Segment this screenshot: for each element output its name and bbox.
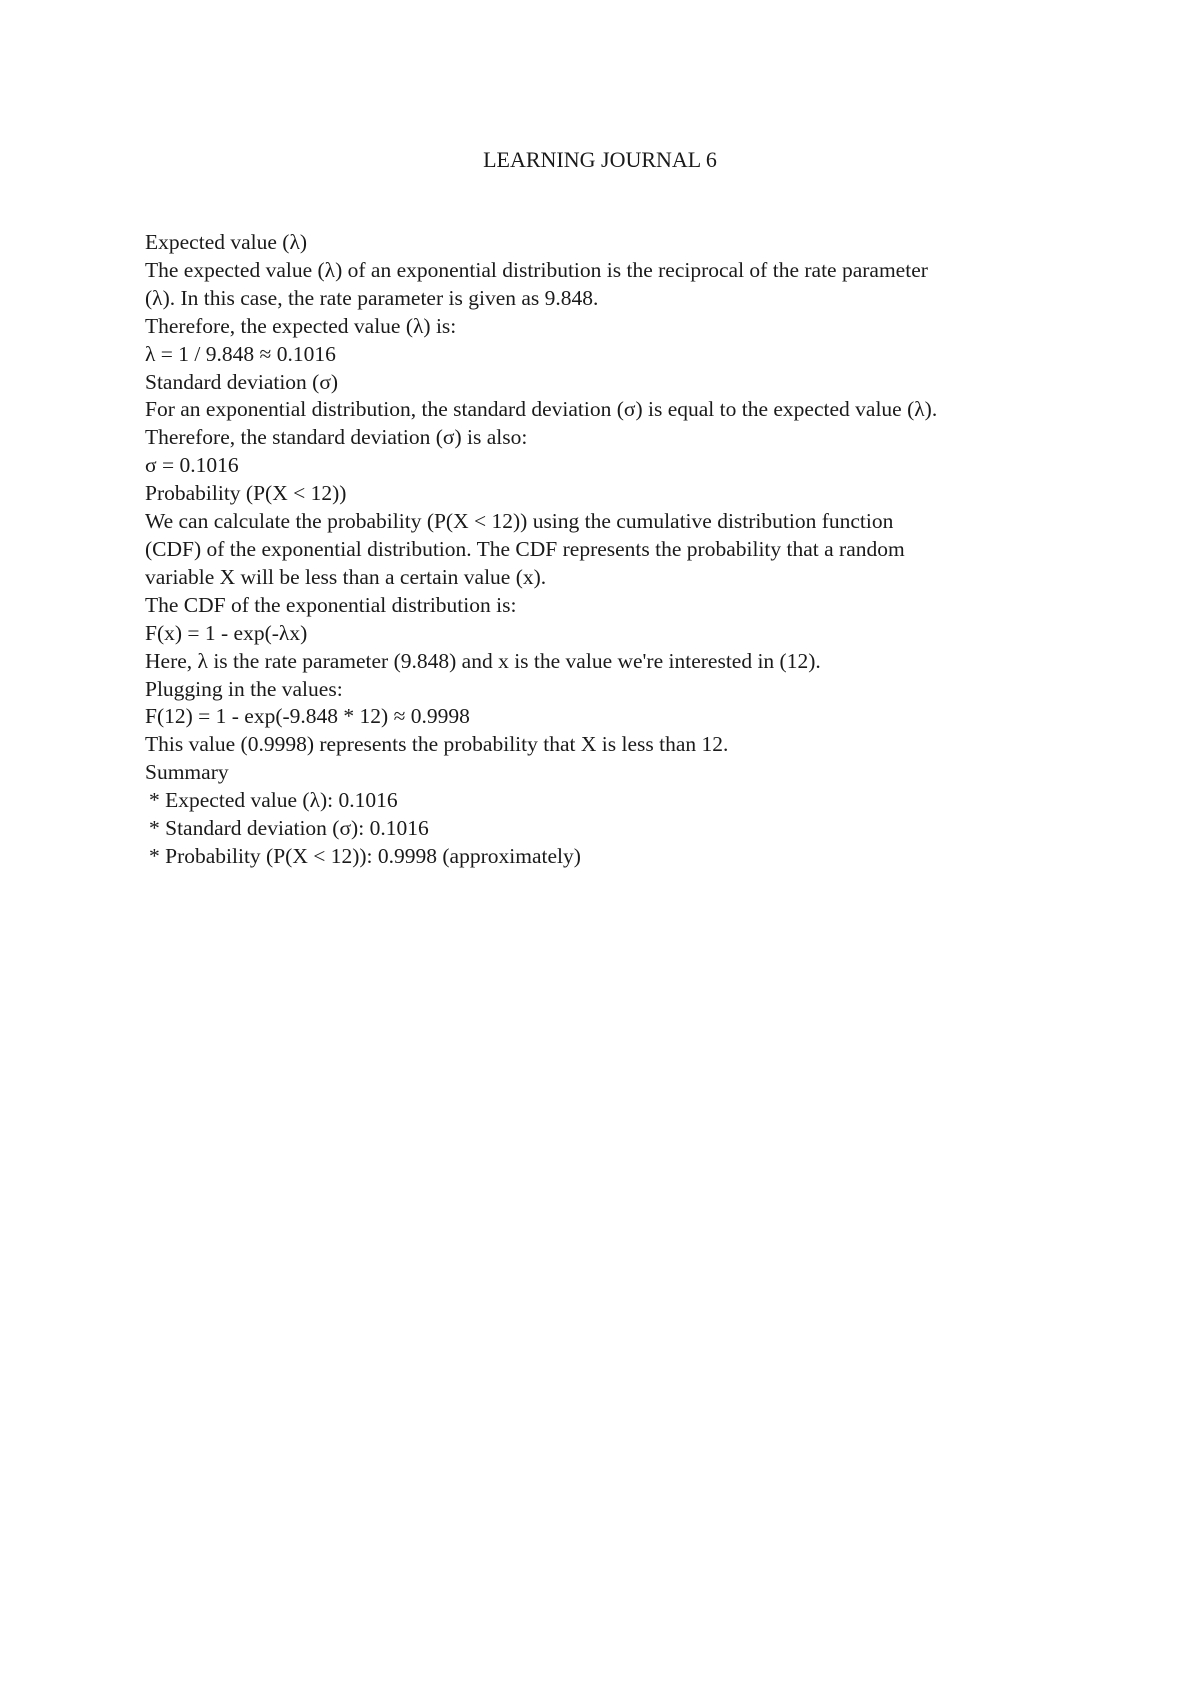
document-body [145,229,1065,871]
heading-standard-deviation: Standard deviation (σ) [145,369,339,394]
formula-cdf: F(x) = 1 - exp(-λx) [145,620,308,645]
summary-item-expected-value: * Expected value (λ): 0.1016 [149,788,398,813]
paragraph-line: For an exponential distribution, the standard deviation (σ) is equal to the expected value (λ). [145,397,938,422]
paragraph-line: Therefore, the standard deviation (σ) is also: [145,425,528,450]
heading-expected-value: Expected value (λ) [145,230,308,254]
paragraph-line: Therefore, the expected value (λ) is: [145,313,457,338]
paragraph-line: (CDF) of the exponential distribution. The CDF represents the probability that a random [145,536,905,561]
document-title: LEARNING JOURNAL 6 [483,147,717,172]
formula-standard-deviation: σ = 0.1016 [145,453,239,478]
paragraph-line: This value (0.9998) represents the probability that X is less than 12. [145,732,729,757]
formula-cdf-evaluated: F(12) = 1 - exp(-9.848 * 12) ≈ 0.9998 [145,704,470,729]
paragraph-line: The expected value (λ) of an exponential distribution is the reciprocal of the rate parameter [145,257,928,282]
paragraph-line: We can calculate the probability (P(X < 12)) using the cumulative distribution function [145,509,894,534]
summary-item-standard-deviation: * Standard deviation (σ): 0.1016 [149,816,429,841]
formula-expected-value: λ = 1 / 9.848 ≈ 0.1016 [145,341,336,366]
paragraph-line: Plugging in the values: [145,676,343,701]
heading-summary: Summary [145,760,229,785]
paragraph-line: variable X will be less than a certain value (x). [145,564,547,589]
paragraph-line: (λ). In this case, the rate parameter is given as 9.848. [145,285,599,310]
paragraph-line: The CDF of the exponential distribution is: [145,592,517,617]
heading-probability: Probability (P(X < 12)) [145,481,347,506]
paragraph-line: Here, λ is the rate parameter (9.848) and x is the value we're interested in (12). [145,648,821,673]
summary-item-probability: * Probability (P(X < 12)): 0.9998 (approximately) [149,843,581,868]
